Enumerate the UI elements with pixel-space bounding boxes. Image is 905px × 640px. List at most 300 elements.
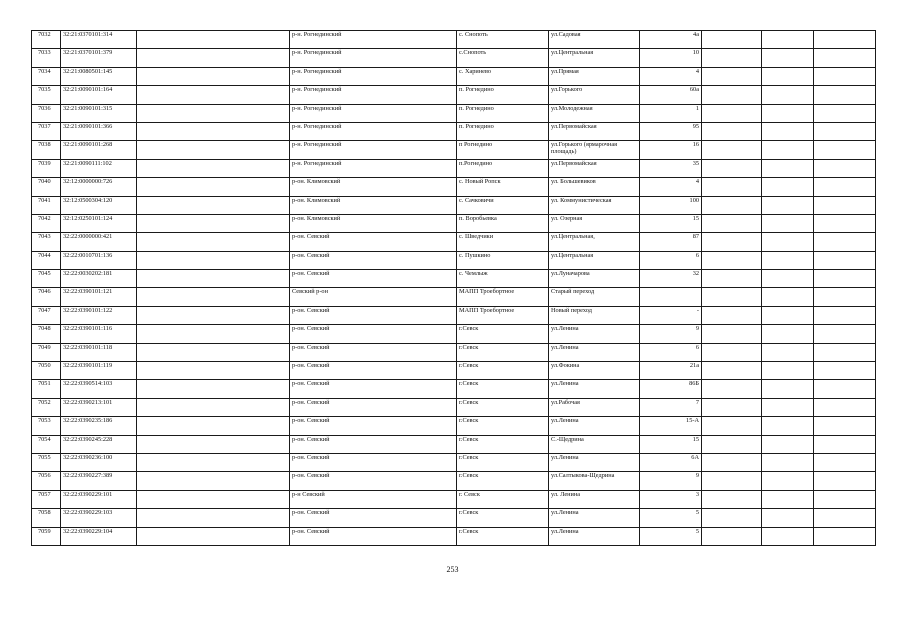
row-index-cell: 7034	[32, 67, 61, 85]
extra-col-1-cell	[702, 306, 762, 324]
house-number-cell: 9	[640, 325, 702, 343]
object-name-cell	[137, 435, 290, 453]
house-number-cell	[640, 288, 702, 306]
table-row	[32, 306, 876, 324]
cadastral-number-cell: 32:22:0390227:389	[61, 472, 137, 490]
extra-col-1-cell	[702, 417, 762, 435]
table-row	[32, 159, 876, 177]
table-row	[32, 67, 876, 85]
row-index-cell: 7053	[32, 417, 61, 435]
extra-col-1-cell	[702, 86, 762, 104]
cadastral-number-cell: 32:22:0390229:103	[61, 509, 137, 527]
extra-col-1-cell	[702, 288, 762, 306]
object-name-cell	[137, 251, 290, 269]
extra-col-1-cell	[702, 251, 762, 269]
street-cell: ул.Ленина	[549, 527, 640, 545]
row-index-cell: 7056	[32, 472, 61, 490]
extra-col-2-cell	[762, 86, 814, 104]
object-name-cell	[137, 159, 290, 177]
extra-col-1-cell	[702, 398, 762, 416]
extra-col-1-cell	[702, 490, 762, 508]
extra-col-2-cell	[762, 509, 814, 527]
table-row	[32, 214, 876, 232]
street-cell: ул.Центральная	[549, 49, 640, 67]
house-number-cell: 6А	[640, 453, 702, 471]
cadastral-number-cell: 32:12:0250101:124	[61, 214, 137, 232]
empty-cell	[814, 453, 876, 471]
table-row	[32, 86, 876, 104]
cadastral-number-cell: 32:22:0390213:101	[61, 398, 137, 416]
cadastral-number-cell: 32:22:0390101:116	[61, 325, 137, 343]
district-cell: р-он. Севский	[290, 527, 457, 545]
house-number-cell: 1	[640, 104, 702, 122]
cadastral-number-cell: 32:21:0090101:315	[61, 104, 137, 122]
street-cell: ул.Горького	[549, 86, 640, 104]
row-index-cell: 7043	[32, 233, 61, 251]
row-index-cell: 7045	[32, 270, 61, 288]
table-row	[32, 362, 876, 380]
locality-cell: п. Воробьевка	[457, 214, 549, 232]
extra-col-2-cell	[762, 196, 814, 214]
extra-col-2-cell	[762, 288, 814, 306]
locality-cell: г. Севск	[457, 490, 549, 508]
object-name-cell	[137, 86, 290, 104]
district-cell: р-он. Севский	[290, 251, 457, 269]
extra-col-1-cell	[702, 104, 762, 122]
object-name-cell	[137, 362, 290, 380]
table-row	[32, 196, 876, 214]
locality-cell: г.Севск	[457, 380, 549, 398]
house-number-cell: 4	[640, 67, 702, 85]
object-name-cell	[137, 472, 290, 490]
empty-cell	[814, 31, 876, 49]
street-cell: ул. Большевиков	[549, 178, 640, 196]
row-index-cell: 7054	[32, 435, 61, 453]
cadastral-number-cell: 32:12:0000000:726	[61, 178, 137, 196]
district-cell: р-он. Севский	[290, 453, 457, 471]
empty-cell	[814, 509, 876, 527]
street-cell: ул.Центральная,	[549, 233, 640, 251]
empty-cell	[814, 343, 876, 361]
extra-col-2-cell	[762, 104, 814, 122]
house-number-cell: 6	[640, 343, 702, 361]
locality-cell: п.Рогнедино	[457, 159, 549, 177]
extra-col-1-cell	[702, 380, 762, 398]
row-index-cell: 7047	[32, 306, 61, 324]
district-cell: р-он. Севский	[290, 380, 457, 398]
district-cell: р-он. Севский	[290, 435, 457, 453]
locality-cell: г.Севск	[457, 509, 549, 527]
street-cell: ул.Ленина	[549, 343, 640, 361]
row-index-cell: 7032	[32, 31, 61, 49]
locality-cell: г.Севск	[457, 527, 549, 545]
locality-cell: с. Пушкино	[457, 251, 549, 269]
table-row	[32, 122, 876, 140]
extra-col-2-cell	[762, 141, 814, 159]
object-name-cell	[137, 233, 290, 251]
locality-cell: с. Чемлыж	[457, 270, 549, 288]
house-number-cell: 21а	[640, 362, 702, 380]
object-name-cell	[137, 380, 290, 398]
house-number-cell: 7	[640, 398, 702, 416]
empty-cell	[814, 178, 876, 196]
extra-col-1-cell	[702, 122, 762, 140]
house-number-cell: 6	[640, 251, 702, 269]
table-row	[32, 343, 876, 361]
row-index-cell: 7039	[32, 159, 61, 177]
district-cell: р-он. Севский	[290, 325, 457, 343]
extra-col-2-cell	[762, 214, 814, 232]
row-index-cell: 7057	[32, 490, 61, 508]
empty-cell	[814, 67, 876, 85]
table-row	[32, 233, 876, 251]
row-index-cell: 7050	[32, 362, 61, 380]
cadastral-number-cell: 32:22:0390235:186	[61, 417, 137, 435]
extra-col-2-cell	[762, 453, 814, 471]
table-row	[32, 31, 876, 49]
street-cell: Новый переход	[549, 306, 640, 324]
cadastral-number-cell: 32:22:0390101:118	[61, 343, 137, 361]
house-number-cell: 15	[640, 435, 702, 453]
empty-cell	[814, 86, 876, 104]
cadastral-number-cell: 32:21:0090101:268	[61, 141, 137, 159]
locality-cell: г.Севск	[457, 398, 549, 416]
table-row	[32, 104, 876, 122]
row-index-cell: 7059	[32, 527, 61, 545]
cadastral-number-cell: 32:21:0370101:314	[61, 31, 137, 49]
row-index-cell: 7042	[32, 214, 61, 232]
street-cell: ул.Фокина	[549, 362, 640, 380]
object-name-cell	[137, 325, 290, 343]
empty-cell	[814, 398, 876, 416]
extra-col-2-cell	[762, 398, 814, 416]
extra-col-2-cell	[762, 159, 814, 177]
extra-col-2-cell	[762, 435, 814, 453]
house-number-cell: 16	[640, 141, 702, 159]
locality-cell: г.Севск	[457, 417, 549, 435]
object-name-cell	[137, 67, 290, 85]
cadastral-number-cell: 32:22:0390229:104	[61, 527, 137, 545]
extra-col-2-cell	[762, 490, 814, 508]
empty-cell	[814, 270, 876, 288]
extra-col-1-cell	[702, 325, 762, 343]
extra-col-2-cell	[762, 417, 814, 435]
extra-col-2-cell	[762, 31, 814, 49]
empty-cell	[814, 196, 876, 214]
district-cell: р-н. Рогнединский	[290, 159, 457, 177]
district-cell: р-н. Рогнединский	[290, 49, 457, 67]
street-cell: ул.Ленина	[549, 325, 640, 343]
locality-cell: МАПП Троебортное	[457, 306, 549, 324]
extra-col-2-cell	[762, 325, 814, 343]
object-name-cell	[137, 122, 290, 140]
extra-col-1-cell	[702, 67, 762, 85]
object-name-cell	[137, 178, 290, 196]
table-row	[32, 472, 876, 490]
object-name-cell	[137, 398, 290, 416]
house-number-cell: 32	[640, 270, 702, 288]
house-number-cell: 5	[640, 527, 702, 545]
house-number-cell: 87	[640, 233, 702, 251]
object-name-cell	[137, 31, 290, 49]
page-number: 253	[446, 565, 459, 574]
object-name-cell	[137, 104, 290, 122]
street-cell: ул.Горького (ярмарочная площадь)	[549, 141, 640, 159]
row-index-cell: 7058	[32, 509, 61, 527]
empty-cell	[814, 122, 876, 140]
row-index-cell: 7044	[32, 251, 61, 269]
empty-cell	[814, 214, 876, 232]
table-row	[32, 527, 876, 545]
district-cell: р-н. Рогнединский	[290, 104, 457, 122]
locality-cell: с. Новый Ропск	[457, 178, 549, 196]
cadastral-number-cell: 32:21:0090101:366	[61, 122, 137, 140]
object-name-cell	[137, 343, 290, 361]
district-cell: р-н. Рогнединский	[290, 67, 457, 85]
extra-col-1-cell	[702, 472, 762, 490]
row-index-cell: 7051	[32, 380, 61, 398]
street-cell: ул.Ленина	[549, 509, 640, 527]
street-cell: ул.Ленина	[549, 380, 640, 398]
table-row	[32, 509, 876, 527]
cadastral-number-cell: 32:22:0390101:121	[61, 288, 137, 306]
extra-col-2-cell	[762, 472, 814, 490]
street-cell: ул.Рабочая	[549, 398, 640, 416]
row-index-cell: 7052	[32, 398, 61, 416]
district-cell: Севский р-он	[290, 288, 457, 306]
district-cell: р-он. Климовский	[290, 214, 457, 232]
row-index-cell: 7036	[32, 104, 61, 122]
extra-col-2-cell	[762, 122, 814, 140]
extra-col-1-cell	[702, 159, 762, 177]
empty-cell	[814, 251, 876, 269]
empty-cell	[814, 380, 876, 398]
empty-cell	[814, 104, 876, 122]
empty-cell	[814, 325, 876, 343]
street-cell: Старый переход	[549, 288, 640, 306]
locality-cell: г.Севск	[457, 362, 549, 380]
object-name-cell	[137, 141, 290, 159]
object-name-cell	[137, 270, 290, 288]
extra-col-1-cell	[702, 178, 762, 196]
street-cell: ул.Центральная	[549, 251, 640, 269]
house-number-cell: 10	[640, 49, 702, 67]
table-row	[32, 251, 876, 269]
object-name-cell	[137, 306, 290, 324]
street-cell: ул. Коммунистическая	[549, 196, 640, 214]
row-index-cell: 7046	[32, 288, 61, 306]
table-row	[32, 398, 876, 416]
district-cell: р-н. Рогнединский	[290, 141, 457, 159]
district-cell: р-он. Севский	[290, 270, 457, 288]
empty-cell	[814, 435, 876, 453]
empty-cell	[814, 49, 876, 67]
cadastral-number-cell: 32:21:0370101:379	[61, 49, 137, 67]
extra-col-2-cell	[762, 343, 814, 361]
district-cell: р-н Севский	[290, 490, 457, 508]
locality-cell: г.Севск	[457, 435, 549, 453]
extra-col-2-cell	[762, 178, 814, 196]
house-number-cell: 35	[640, 159, 702, 177]
row-index-cell: 7035	[32, 86, 61, 104]
district-cell: р-он. Севский	[290, 398, 457, 416]
table-row	[32, 325, 876, 343]
empty-cell	[814, 417, 876, 435]
house-number-cell: 86Б	[640, 380, 702, 398]
object-name-cell	[137, 509, 290, 527]
extra-col-2-cell	[762, 362, 814, 380]
cadastral-number-cell: 32:22:0030202:181	[61, 270, 137, 288]
row-index-cell: 7055	[32, 453, 61, 471]
extra-col-1-cell	[702, 196, 762, 214]
cadastral-number-cell: 32:12:0500304:120	[61, 196, 137, 214]
table-row	[32, 490, 876, 508]
street-cell: ул.Первомайская	[549, 122, 640, 140]
street-cell: ул.Молодежная	[549, 104, 640, 122]
table-row	[32, 178, 876, 196]
empty-cell	[814, 472, 876, 490]
house-number-cell: 3	[640, 490, 702, 508]
extra-col-1-cell	[702, 343, 762, 361]
district-cell: р-он. Севский	[290, 233, 457, 251]
house-number-cell: -	[640, 306, 702, 324]
empty-cell	[814, 362, 876, 380]
table-row	[32, 141, 876, 159]
cadastral-number-cell: 32:22:0390245:228	[61, 435, 137, 453]
cadastral-number-cell: 32:21:0080501:145	[61, 67, 137, 85]
table-row	[32, 49, 876, 67]
empty-cell	[814, 527, 876, 545]
district-cell: р-он. Климовский	[290, 178, 457, 196]
house-number-cell: 15	[640, 214, 702, 232]
house-number-cell: 95	[640, 122, 702, 140]
district-cell: р-он. Севский	[290, 509, 457, 527]
extra-col-1-cell	[702, 362, 762, 380]
table-row	[32, 380, 876, 398]
row-index-cell: 7049	[32, 343, 61, 361]
extra-col-1-cell	[702, 31, 762, 49]
extra-col-1-cell	[702, 233, 762, 251]
row-index-cell: 7038	[32, 141, 61, 159]
street-cell: ул.Луначарова	[549, 270, 640, 288]
extra-col-1-cell	[702, 214, 762, 232]
street-cell: ул.Салтыкова-Щедрина	[549, 472, 640, 490]
locality-cell: МАПП Троебортное	[457, 288, 549, 306]
object-name-cell	[137, 453, 290, 471]
records-table-body	[32, 31, 876, 546]
district-cell: р-он. Севский	[290, 343, 457, 361]
extra-col-1-cell	[702, 49, 762, 67]
cadastral-number-cell: 32:21:0090111:102	[61, 159, 137, 177]
district-cell: р-он. Севский	[290, 472, 457, 490]
locality-cell: п. Рогнедино	[457, 86, 549, 104]
house-number-cell: 5	[640, 509, 702, 527]
extra-col-1-cell	[702, 270, 762, 288]
extra-col-2-cell	[762, 67, 814, 85]
district-cell: р-он. Севский	[290, 306, 457, 324]
cadastral-number-cell: 32:21:0090101:164	[61, 86, 137, 104]
street-cell: ул. Озерная	[549, 214, 640, 232]
object-name-cell	[137, 417, 290, 435]
extra-col-2-cell	[762, 251, 814, 269]
empty-cell	[814, 288, 876, 306]
row-index-cell: 7048	[32, 325, 61, 343]
table-row	[32, 417, 876, 435]
row-index-cell: 7033	[32, 49, 61, 67]
extra-col-2-cell	[762, 270, 814, 288]
house-number-cell: 60а	[640, 86, 702, 104]
row-index-cell: 7041	[32, 196, 61, 214]
empty-cell	[814, 141, 876, 159]
locality-cell: с. Снопоть	[457, 31, 549, 49]
extra-col-2-cell	[762, 233, 814, 251]
object-name-cell	[137, 49, 290, 67]
locality-cell: с. Шведчики	[457, 233, 549, 251]
locality-cell: г.Севск	[457, 453, 549, 471]
street-cell: ул.Первомайская	[549, 159, 640, 177]
house-number-cell: 15-А	[640, 417, 702, 435]
street-cell: С.-Щедрина	[549, 435, 640, 453]
locality-cell: г.Севск	[457, 325, 549, 343]
empty-cell	[814, 159, 876, 177]
street-cell: ул.Ленина	[549, 417, 640, 435]
cadastral-number-cell: 32:22:0390229:101	[61, 490, 137, 508]
locality-cell: с. Сачковичи	[457, 196, 549, 214]
row-index-cell: 7037	[32, 122, 61, 140]
extra-col-2-cell	[762, 380, 814, 398]
district-cell: р-он. Севский	[290, 417, 457, 435]
street-cell: ул.Прямая	[549, 67, 640, 85]
street-cell: ул.Ленина	[549, 453, 640, 471]
extra-col-1-cell	[702, 141, 762, 159]
house-number-cell: 100	[640, 196, 702, 214]
object-name-cell	[137, 527, 290, 545]
district-cell: р-н. Рогнединский	[290, 31, 457, 49]
locality-cell: с.Снопоть	[457, 49, 549, 67]
locality-cell: п. Рогнедино	[457, 104, 549, 122]
cadastral-number-cell: 32:22:0390101:119	[61, 362, 137, 380]
district-cell: р-он. Севский	[290, 362, 457, 380]
empty-cell	[814, 233, 876, 251]
cadastral-number-cell: 32:22:0390514:103	[61, 380, 137, 398]
street-cell: ул. Ленина	[549, 490, 640, 508]
cadastral-number-cell: 32:22:0010701:136	[61, 251, 137, 269]
cadastral-number-cell: 32:22:0390236:100	[61, 453, 137, 471]
table-row	[32, 435, 876, 453]
street-cell: ул.Садовая	[549, 31, 640, 49]
object-name-cell	[137, 288, 290, 306]
extra-col-2-cell	[762, 49, 814, 67]
house-number-cell: 9	[640, 472, 702, 490]
extra-col-1-cell	[702, 509, 762, 527]
district-cell: р-он. Климовский	[290, 196, 457, 214]
locality-cell: п Рогнедино	[457, 141, 549, 159]
empty-cell	[814, 490, 876, 508]
house-number-cell: 4а	[640, 31, 702, 49]
empty-cell	[814, 306, 876, 324]
table-row	[32, 288, 876, 306]
table-row	[32, 270, 876, 288]
locality-cell: г.Севск	[457, 343, 549, 361]
extra-col-2-cell	[762, 306, 814, 324]
district-cell: р-н. Рогнединский	[290, 86, 457, 104]
cadastral-number-cell: 32:22:0390101:122	[61, 306, 137, 324]
object-name-cell	[137, 490, 290, 508]
cadastral-number-cell: 32:22:0000000:421	[61, 233, 137, 251]
locality-cell: п. Рогнедино	[457, 122, 549, 140]
extra-col-2-cell	[762, 527, 814, 545]
district-cell: р-н. Рогнединский	[290, 122, 457, 140]
